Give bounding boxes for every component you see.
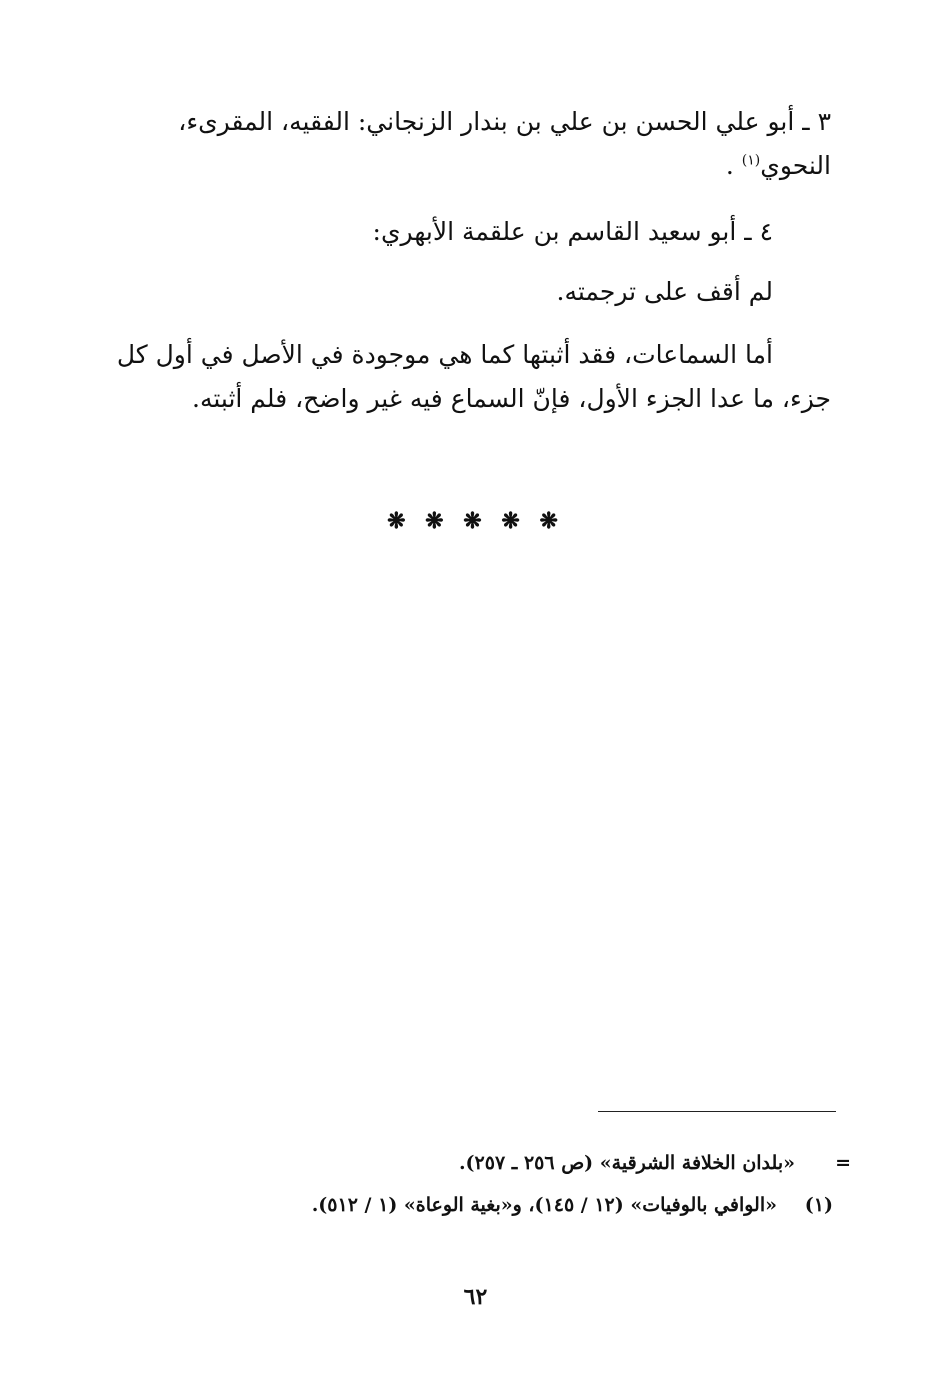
entry-4-text (557, 270, 773, 314)
entry-4-heading (373, 210, 773, 254)
samaat-line-1-text: أما السماعات، فقد أثبتها كما هي موجودة في الأصل في أول كل (116, 340, 773, 369)
page-number: ٦٢ (463, 1284, 488, 1310)
entry-3-punctuation: . (725, 151, 742, 180)
entry-3-line-2 (726, 144, 831, 188)
footnote-reference-1[interactable]: (١) (741, 152, 761, 169)
samaat-paragraph-line-2 (192, 377, 831, 421)
entry-3-line-1-text: ٣ ـ أبو علي الحسن بن علي بن بندار الزنجاني: الفقيه، المقرىء، (178, 107, 831, 136)
samaat-line-2-text: جزء، ما عدا الجزء الأول، فإنّ السماع فيه غير واضح، فلم أثبته. (192, 384, 831, 413)
footnote-1 (312, 1190, 833, 1220)
footnote-1-text: «الوافي بالوفيات» (١٢ / ١٤٥)، و«بغية الوعاة» (١ / ٥١٢). (311, 1194, 777, 1216)
entry-3-line-1 (178, 100, 831, 144)
entry-4-heading-text: ٤ ـ أبو سعيد القاسم بن علقمة الأبهري: (372, 217, 773, 246)
samaat-paragraph-line-1 (117, 333, 773, 377)
entry-4-body-text: لم أقف على ترجمته. (556, 277, 773, 306)
entry-3-line-2-text: النحوي (760, 151, 831, 180)
footnote-1-marker: (١) (804, 1194, 833, 1216)
footnote-continued-text: «بلدان الخلافة الشرقية» (ص ٢٥٦ ـ ٢٥٧). (458, 1152, 795, 1174)
footnote-continued (459, 1148, 851, 1178)
section-end-ornament: ❋ ❋ ❋ ❋ ❋ (387, 508, 564, 534)
footnote-continued-marker: = (835, 1152, 851, 1174)
footnote-separator (598, 1111, 836, 1112)
